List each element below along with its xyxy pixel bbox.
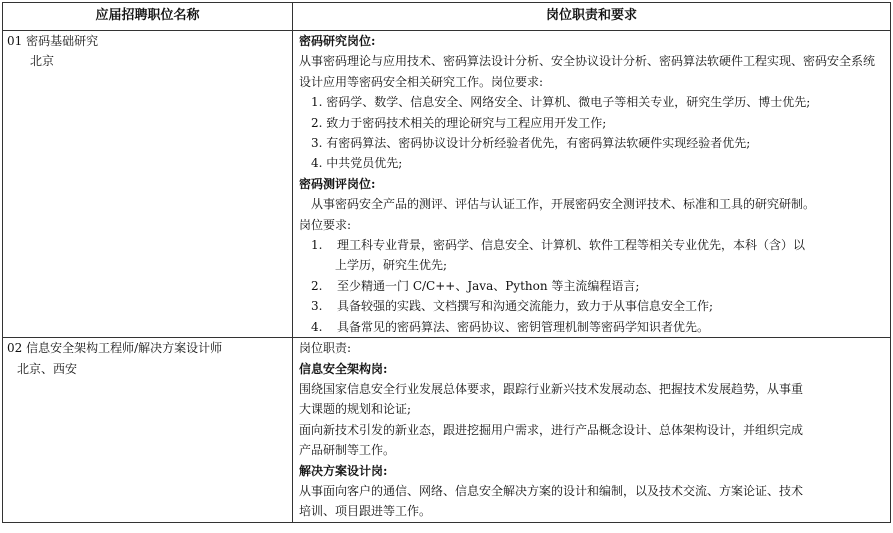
item-text: 理工科专业背景，密码学、信息安全、计算机、软件工程等相关专业优先，本科（含）以	[337, 238, 806, 253]
item-number: 4.	[311, 319, 323, 334]
item-text: 具备常见的密码算法、密码协议、密钥管理机制等密码学知识者优先。	[337, 319, 710, 334]
position-location: 北京	[30, 54, 55, 69]
duties-cell	[293, 31, 891, 338]
requirement-item-continuation: 上学历，研究生优先;	[335, 258, 448, 273]
item-text: 至少精通一门 C/C++、Java、Python 等主流编程语言;	[337, 278, 640, 293]
section-text: 产品研制等工作。	[299, 443, 396, 458]
requirements-label: 岗位要求:	[299, 217, 352, 232]
section-text: 从事面向客户的通信、网络、信息安全解决方案的设计和编制，以及技术交流、方案论证、技术	[299, 483, 804, 498]
requirement-item: 4. 中共党员优先;	[311, 156, 403, 171]
item-number: 1.	[311, 238, 323, 253]
section-text: 培训、项目跟进等工作。	[299, 504, 432, 519]
header-position-name: 应届招聘职位名称	[3, 3, 293, 31]
requirement-item: 2. 致力于密码技术相关的理论研究与工程应用开发工作;	[311, 115, 607, 130]
section-title: 信息安全架构岗:	[299, 361, 388, 376]
job-table	[2, 2, 891, 523]
requirement-item: 1. 密码学、数学、信息安全、网络安全、计算机、微电子等相关专业，研究生学历、博士优先;	[311, 95, 811, 110]
table-row	[3, 31, 891, 338]
position-title: 02 信息安全架构工程师/解决方案设计师	[7, 341, 223, 356]
requirement-item	[299, 235, 884, 255]
section-intro: 从事密码安全产品的测评、评估与认证工作，开展密码安全测评技术、标准和工具的研究研制。	[311, 197, 816, 212]
section-text: 大课题的规划和论证;	[299, 402, 412, 417]
section-title: 密码研究岗位:	[299, 34, 376, 48]
position-location: 北京、西安	[17, 361, 78, 376]
duty-label: 岗位职责:	[299, 341, 352, 356]
item-text: 具备较强的实践、文档撰写和沟通交流能力，致力于从事信息安全工作;	[337, 299, 714, 314]
table-row	[3, 338, 891, 523]
item-number: 2.	[311, 278, 323, 293]
section-intro: 从事密码理论与应用技术、密码算法设计分析、安全协议设计分析、密码算法软硬件工程实现、密码安全系统设计应用等密码安全相关研究工作。岗位要求:	[299, 54, 876, 89]
requirement-item	[299, 317, 884, 337]
table-header-row	[3, 3, 891, 31]
header-duties: 岗位职责和要求	[293, 3, 891, 31]
section-text: 面向新技术引发的新业态，跟进挖掘用户需求，进行产品概念设计、总体架构设计，并组织完成	[299, 422, 804, 437]
requirement-item	[299, 276, 884, 296]
section-title: 解决方案设计岗:	[299, 463, 388, 478]
requirement-item	[299, 296, 884, 316]
requirement-item: 3. 有密码算法、密码协议设计分析经验者优先，有密码算法软硬件实现经验者优先;	[311, 136, 751, 151]
duties-cell	[293, 338, 891, 523]
position-cell	[3, 338, 293, 523]
position-cell	[3, 31, 293, 338]
item-number: 3.	[311, 299, 323, 314]
position-title: 01 密码基础研究	[7, 34, 99, 48]
section-title: 密码测评岗位:	[299, 176, 376, 191]
section-text: 围绕国家信息安全行业发展总体要求，跟踪行业新兴技术发展动态、把握技术发展趋势，从事重	[299, 381, 804, 396]
